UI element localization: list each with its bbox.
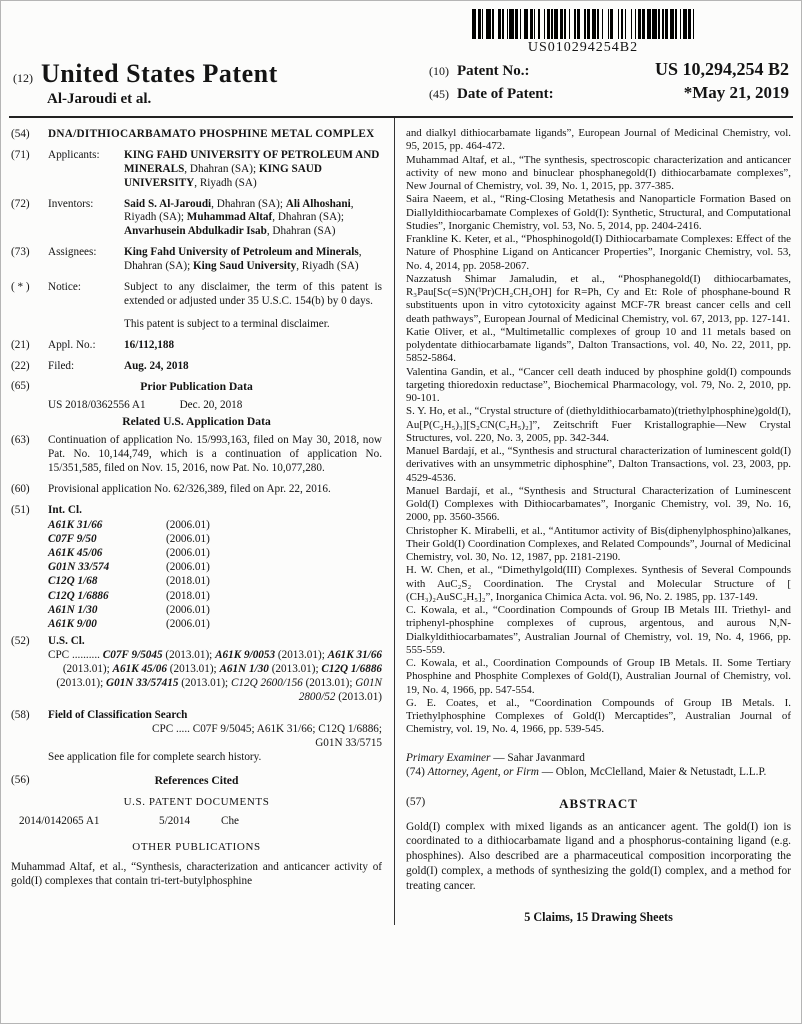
appl-no-value: 16/112,188 <box>124 338 175 351</box>
inventors-value: Said S. Al-Jaroudi, Dhahran (SA); Ali Alhoshani, Riyadh (SA); Muhammad Altaf, Dhahran (SA); Anvarhusein Abdulkadir Isab, Dhahran (SA) <box>124 197 354 238</box>
abstract-text: Gold(I) complex with mixed ligands as an anticancer agent. The gold(I) ion is coordinated to a dithiocarbamate ligand and a phosphorus-containing ligand (e.g. phosphines). Also described are a pharmaceutical composition incorporating the gold(I) complex, a methods of synthesizing the gold(I) complex, and a method for treating cancer. <box>406 820 791 892</box>
section-code: (21) <box>11 338 30 351</box>
section-code: (71) <box>11 148 30 161</box>
filed-label: Filed: <box>48 359 75 372</box>
barcode-bars-icon <box>373 9 793 39</box>
publication-item: Manuel Bardají, et al., “Synthesis and structural characterization of luminescent gold(I) derivatives with an unsymmetric diphosphine”, Dalton Transactions, vol. 23, 2003, pp. 4529-4536. <box>406 445 791 484</box>
publications-list <box>406 127 791 737</box>
int-cl-class: A61K 31/66 <box>48 518 103 531</box>
appl-no-label: Appl. No.: <box>48 338 96 351</box>
prior-publication-heading: Prior Publication Data <box>140 380 253 394</box>
publication-item: Katie Oliver, et al., “Multimetallic complexes of group 10 and 11 metals based on polydentate dithiocarbamate ligands”, Dalton Transactions, vol. 40, No. 22, 2011, pp. 5852-5864. <box>406 325 791 365</box>
publication-item: Valentina Gandin, et al., “Cancer cell death induced by phosphine gold(I) compounds targeting thioredoxin reductase”, Biochemical Pharmacology, vol. 79, No. 2, 2010, pp. 90-101. <box>406 365 791 404</box>
right-column <box>394 118 793 925</box>
field-search-line2: G01N 33/5715 <box>315 736 383 749</box>
int-cl-row <box>48 589 382 603</box>
int-cl-version: (2006.01) <box>166 561 210 574</box>
int-cl-class: A61N 1/30 <box>48 603 98 616</box>
int-cl-class: A61K 9/00 <box>48 618 97 631</box>
section-60-provisional <box>11 483 382 497</box>
kind-code-12: (12) <box>13 71 33 85</box>
section-code: (73) <box>11 246 30 259</box>
publication-item: S. Y. Ho, et al., “Crystal structure of (diethyldithiocarbamato)(triethylphosphine)gold(I), Au[P(C₂H₅)₃][S₂CN(C₂H₅)₂]”, Zeitschrift Fuer Kristallographie—New Crystal Structures, vol. 220, No. 3, 2005, pp. 342-344. <box>406 405 791 444</box>
attorney-value: — Oblon, McClelland, Maier & Netustadt, L.L.P. <box>541 766 767 779</box>
section-code: (51) <box>11 503 30 516</box>
section-71-applicants <box>11 149 382 191</box>
publication-item: C. Kowala, et al., “Coordination Compounds of Group IB Metals III. Triethyl- and triphenyl-phosphine complexes of cuprous, argentous, and aurous N,N-Dialkyldithiocarbamates”, Australian Journal of Chemistry, vol. 19, No. 4, 1966, pp. 555-559. <box>406 604 791 656</box>
section-notice <box>11 281 382 332</box>
document-body <box>9 118 793 925</box>
int-cl-class: C12Q 1/6886 <box>48 589 109 602</box>
references-cited-heading: References Cited <box>154 774 239 788</box>
us-doc-name: Che <box>221 815 240 828</box>
section-21-appl-no <box>11 339 382 353</box>
publication-item: C. Kowala, et al., Coordination Compounds of Group IB Metals. II. Some Tertiary Phosphine and Phosphite Complexes of Gold(I), Australian Journal of Chemistry, vol. 19, No. 4, 1966, pp. 547-554. <box>406 657 791 696</box>
int-cl-row <box>48 532 382 546</box>
field-search-label: Field of Classification Search <box>48 708 188 721</box>
int-cl-version: (2006.01) <box>166 618 210 631</box>
left-column <box>9 118 394 925</box>
abstract-code: (57) <box>406 795 426 808</box>
int-cl-row <box>48 574 382 588</box>
us-doc-number: 2014/0142065 A1 <box>19 815 100 828</box>
publication-item: Christopher K. Mirabelli, et al., “Antitumor activity of Bis(diphenylphosphino)alkanes, Their Gold(I) Coordination Complexes, and Related Compounds”, Journal of Medicinal Chemistry, vol. 30, No. 12, 1987, pp. 2181-2190. <box>406 524 791 563</box>
int-cl-version: (2006.01) <box>166 532 210 545</box>
section-51-int-cl <box>11 504 382 632</box>
field-search-cpc <box>48 723 382 751</box>
attorney-label: Attorney, Agent, or Firm <box>427 766 539 779</box>
applicants-label: Applicants: <box>48 148 100 161</box>
field-search-note: See application file for complete search history. <box>48 751 262 764</box>
section-code: (52) <box>11 635 30 648</box>
other-publications-heading: OTHER PUBLICATIONS <box>132 841 261 854</box>
filed-value: Aug. 24, 2018 <box>124 359 189 372</box>
section-code: (58) <box>11 708 30 721</box>
inventors-label: Inventors: <box>48 197 94 210</box>
prior-publication-entry <box>11 399 382 413</box>
field-search-line1: CPC ..... C07F 9/5045; A61K 31/66; C12Q 1/6886; <box>152 722 383 735</box>
primary-examiner-label: Primary Examiner <box>406 751 491 764</box>
us-patent-document-row <box>11 815 382 829</box>
us-cl-label: U.S. Cl. <box>48 635 85 648</box>
us-patent-documents-heading: U.S. PATENT DOCUMENTS <box>123 795 270 808</box>
provisional-text: Provisional application No. 62/326,389, filed on Apr. 22, 2016. <box>48 482 331 495</box>
int-cl-row <box>48 617 382 631</box>
section-code: (60) <box>11 482 30 495</box>
applicants-value: KING FAHD UNIVERSITY OF PETROLEUM AND MINERALS, Dhahran (SA); KING SAUD UNIVERSITY, Riyadh (SA) <box>124 148 380 189</box>
int-cl-class: A61K 45/06 <box>48 547 103 559</box>
int-cl-class: G01N 33/574 <box>48 561 110 574</box>
int-cl-row <box>48 560 382 574</box>
cpc-classification <box>48 649 382 705</box>
int-cl-row <box>48 603 382 617</box>
section-54-title <box>11 128 382 142</box>
primary-examiner-name: — Sahar Javanmard <box>493 751 585 764</box>
code-10: (10) <box>429 64 449 78</box>
inventor-surname-line: Al-Jaroudi et al. <box>47 91 152 107</box>
section-73-assignees <box>11 246 382 274</box>
publication-item: Saira Naeem, et al., “Ring-Closing Metathesis and Nanoparticle Formation Based on Diallyldithiocarbamate Complexes of Gold(I): Synthetic, Structural, and Computational Studies”, Inorganic Chemistry, vol. 53, No. 5, 2014, pp. 2404-2416. <box>406 193 791 232</box>
abstract-heading: ABSTRACT <box>559 795 638 811</box>
section-code: (72) <box>11 197 30 210</box>
publication-item: G. E. Coates, et al., “Coordination Compounds of Group IB Metals. I. Triethylphosphine Complexes of Gold(l) Mercaptides”, Australian Journal of Chemistry, vol. 19, No. 4, 1966, pp. 539-545. <box>406 696 791 736</box>
publication-item: and dialkyl dithiocarbamate ligands”, European Journal of Medicinal Chemistry, vol. 95, 2015, pp. 464-472. <box>406 127 791 153</box>
code-45: (45) <box>429 87 449 101</box>
section-code: (22) <box>11 359 30 372</box>
barcode-number: US010294254B2 <box>527 40 639 55</box>
assignees-label: Assignees: <box>48 246 97 259</box>
continuation-text: Continuation of application No. 15/993,163, filed on May 30, 2018, now Pat. No. 10,144,749, which is a continuation of application No. 15/351,585, filed on Nov. 15, 2016, now Pat. No. 10,077,280. <box>48 434 383 474</box>
section-code: ( * ) <box>11 281 30 294</box>
int-cl-class: C12Q 1/68 <box>48 575 98 588</box>
invention-title: DNA/DITHIOCARBAMATO PHOSPHINE METAL COMPLEX <box>48 128 375 140</box>
us-doc-date: 5/2014 <box>159 815 191 828</box>
cpc-codes: C07F 9/5045 (2013.01); A61K 9/0053 (2013.01); A61K 31/66 (2013.01); A61K 45/06 (2013.01); A61N 1/30 (2013.01); C12Q 1/6886 (2013.01); G01N 33/57415 (2013.01); C12Q 2600/156 (2013.01); G01N 2800/52 (2013.01) <box>56 649 383 703</box>
cpc-prefix: CPC .......... <box>48 649 100 662</box>
abstract-header <box>406 796 791 812</box>
patent-no-label: Patent No.: <box>457 63 530 79</box>
date-of-patent: *May 21, 2019 <box>683 83 789 102</box>
publication-item: Muhammad Altaf, et al., “The synthesis, spectroscopic characterization and anticancer activity of new mono and binuclear phosphanegold(I) dithiocarbamate complexes”, New Journal of Chemistry, vol. 39, No. 1, 2015, pp. 377-385. <box>406 153 791 192</box>
int-cl-version: (2006.01) <box>166 518 210 531</box>
section-code: (65) <box>11 380 30 393</box>
section-22-filed <box>11 360 382 374</box>
section-code: (56) <box>11 774 30 787</box>
publication-date: Dec. 20, 2018 <box>179 398 243 411</box>
publication-number: US 2018/0362556 A1 <box>48 398 146 411</box>
int-cl-label: Int. Cl. <box>48 503 82 516</box>
patent-number: US 10,294,254 B2 <box>654 59 789 79</box>
section-72-inventors <box>11 198 382 240</box>
notice-paragraph-1: Subject to any disclaimer, the term of this patent is extended or adjusted under 35 U.S.C. 154(b) by 0 days. <box>124 281 383 307</box>
date-of-patent-label: Date of Patent: <box>457 86 554 102</box>
section-56-references <box>11 774 382 788</box>
page-title: United States Patent <box>41 59 278 88</box>
publication-item: Manuel Bardají, et al., “Synthesis and Structural Characterization of Luminescent Gold(I) Complexes with Dithiocarbamates”, Inorganic Chemistry, vol. 39, No. 16, 2000, pp. 3560-3566. <box>406 484 791 524</box>
section-63-continuation <box>11 434 382 476</box>
publication-item: H. W. Chen, et al., “Dimethylgold(III) Complexes. Synthesis of Several Compounds with AuC₂S₂ Coordination. The Crystal and Molecular Structure of [ (CH₃)₂AuSC₂H₅]₂”, Inorganica Chimica Acta. vol. 96, No. 2. 1985, pp. 137-149. <box>406 564 791 603</box>
section-code: (54) <box>11 128 30 140</box>
attorney-code: (74) <box>406 766 425 779</box>
barcode <box>373 9 793 56</box>
int-cl-table <box>48 518 382 632</box>
section-52-us-cl <box>11 635 382 704</box>
publication-item: Frankline K. Keter, et al., “Phosphinogold(I) Dithiocarbamate Complexes: Effect of the Nature of Phosphine Ligand on Anticancer Properties”, Inorganic Chemistry, vol. 53, No. 4, 2014, pp. 2058-2067. <box>406 233 791 272</box>
examiner-block <box>406 751 791 780</box>
publication-item: Nazzatush Shimar Jamaludin, et al., “Phosphanegold(I) dithiocarbamates, R₃Pau[Sc(=S)N(ⁱPr)CH₂CH₂OH] for R=Ph, Cy and Et: Role of phosphane-bound R substituents upon in vitro cytotoxicity against MCF-7R breast cancer cells and cell death pathways”, European Journal of Medicinal Chemistry, vol. 67, 2013, pp. 127-141. <box>406 272 791 325</box>
section-65-prior-publication <box>11 380 382 394</box>
int-cl-row <box>48 546 382 560</box>
int-cl-version: (2006.01) <box>166 603 210 616</box>
assignees-value: King Fahd University of Petroleum and Minerals, Dhahran (SA); King Saud University, Riyadh (SA) <box>124 246 362 273</box>
publication-item-first: Muhammad Altaf, et al., “Synthesis, characterization and anticancer activity of gold(I) complexes that contain tri-tert-butylphosphine <box>11 860 383 887</box>
claims-line: 5 Claims, 15 Drawing Sheets <box>524 909 673 924</box>
section-58-field-of-search <box>11 709 382 766</box>
related-application-heading: Related U.S. Application Data <box>122 414 271 428</box>
int-cl-class: C07F 9/50 <box>48 532 97 545</box>
notice-paragraph-2: This patent is subject to a terminal disclaimer. <box>124 317 330 330</box>
int-cl-version: (2006.01) <box>166 547 210 559</box>
section-code: (63) <box>11 434 30 447</box>
int-cl-version: (2018.01) <box>166 575 210 588</box>
int-cl-row <box>48 518 382 532</box>
int-cl-version: (2018.01) <box>166 589 210 602</box>
notice-label: Notice: <box>48 281 81 294</box>
